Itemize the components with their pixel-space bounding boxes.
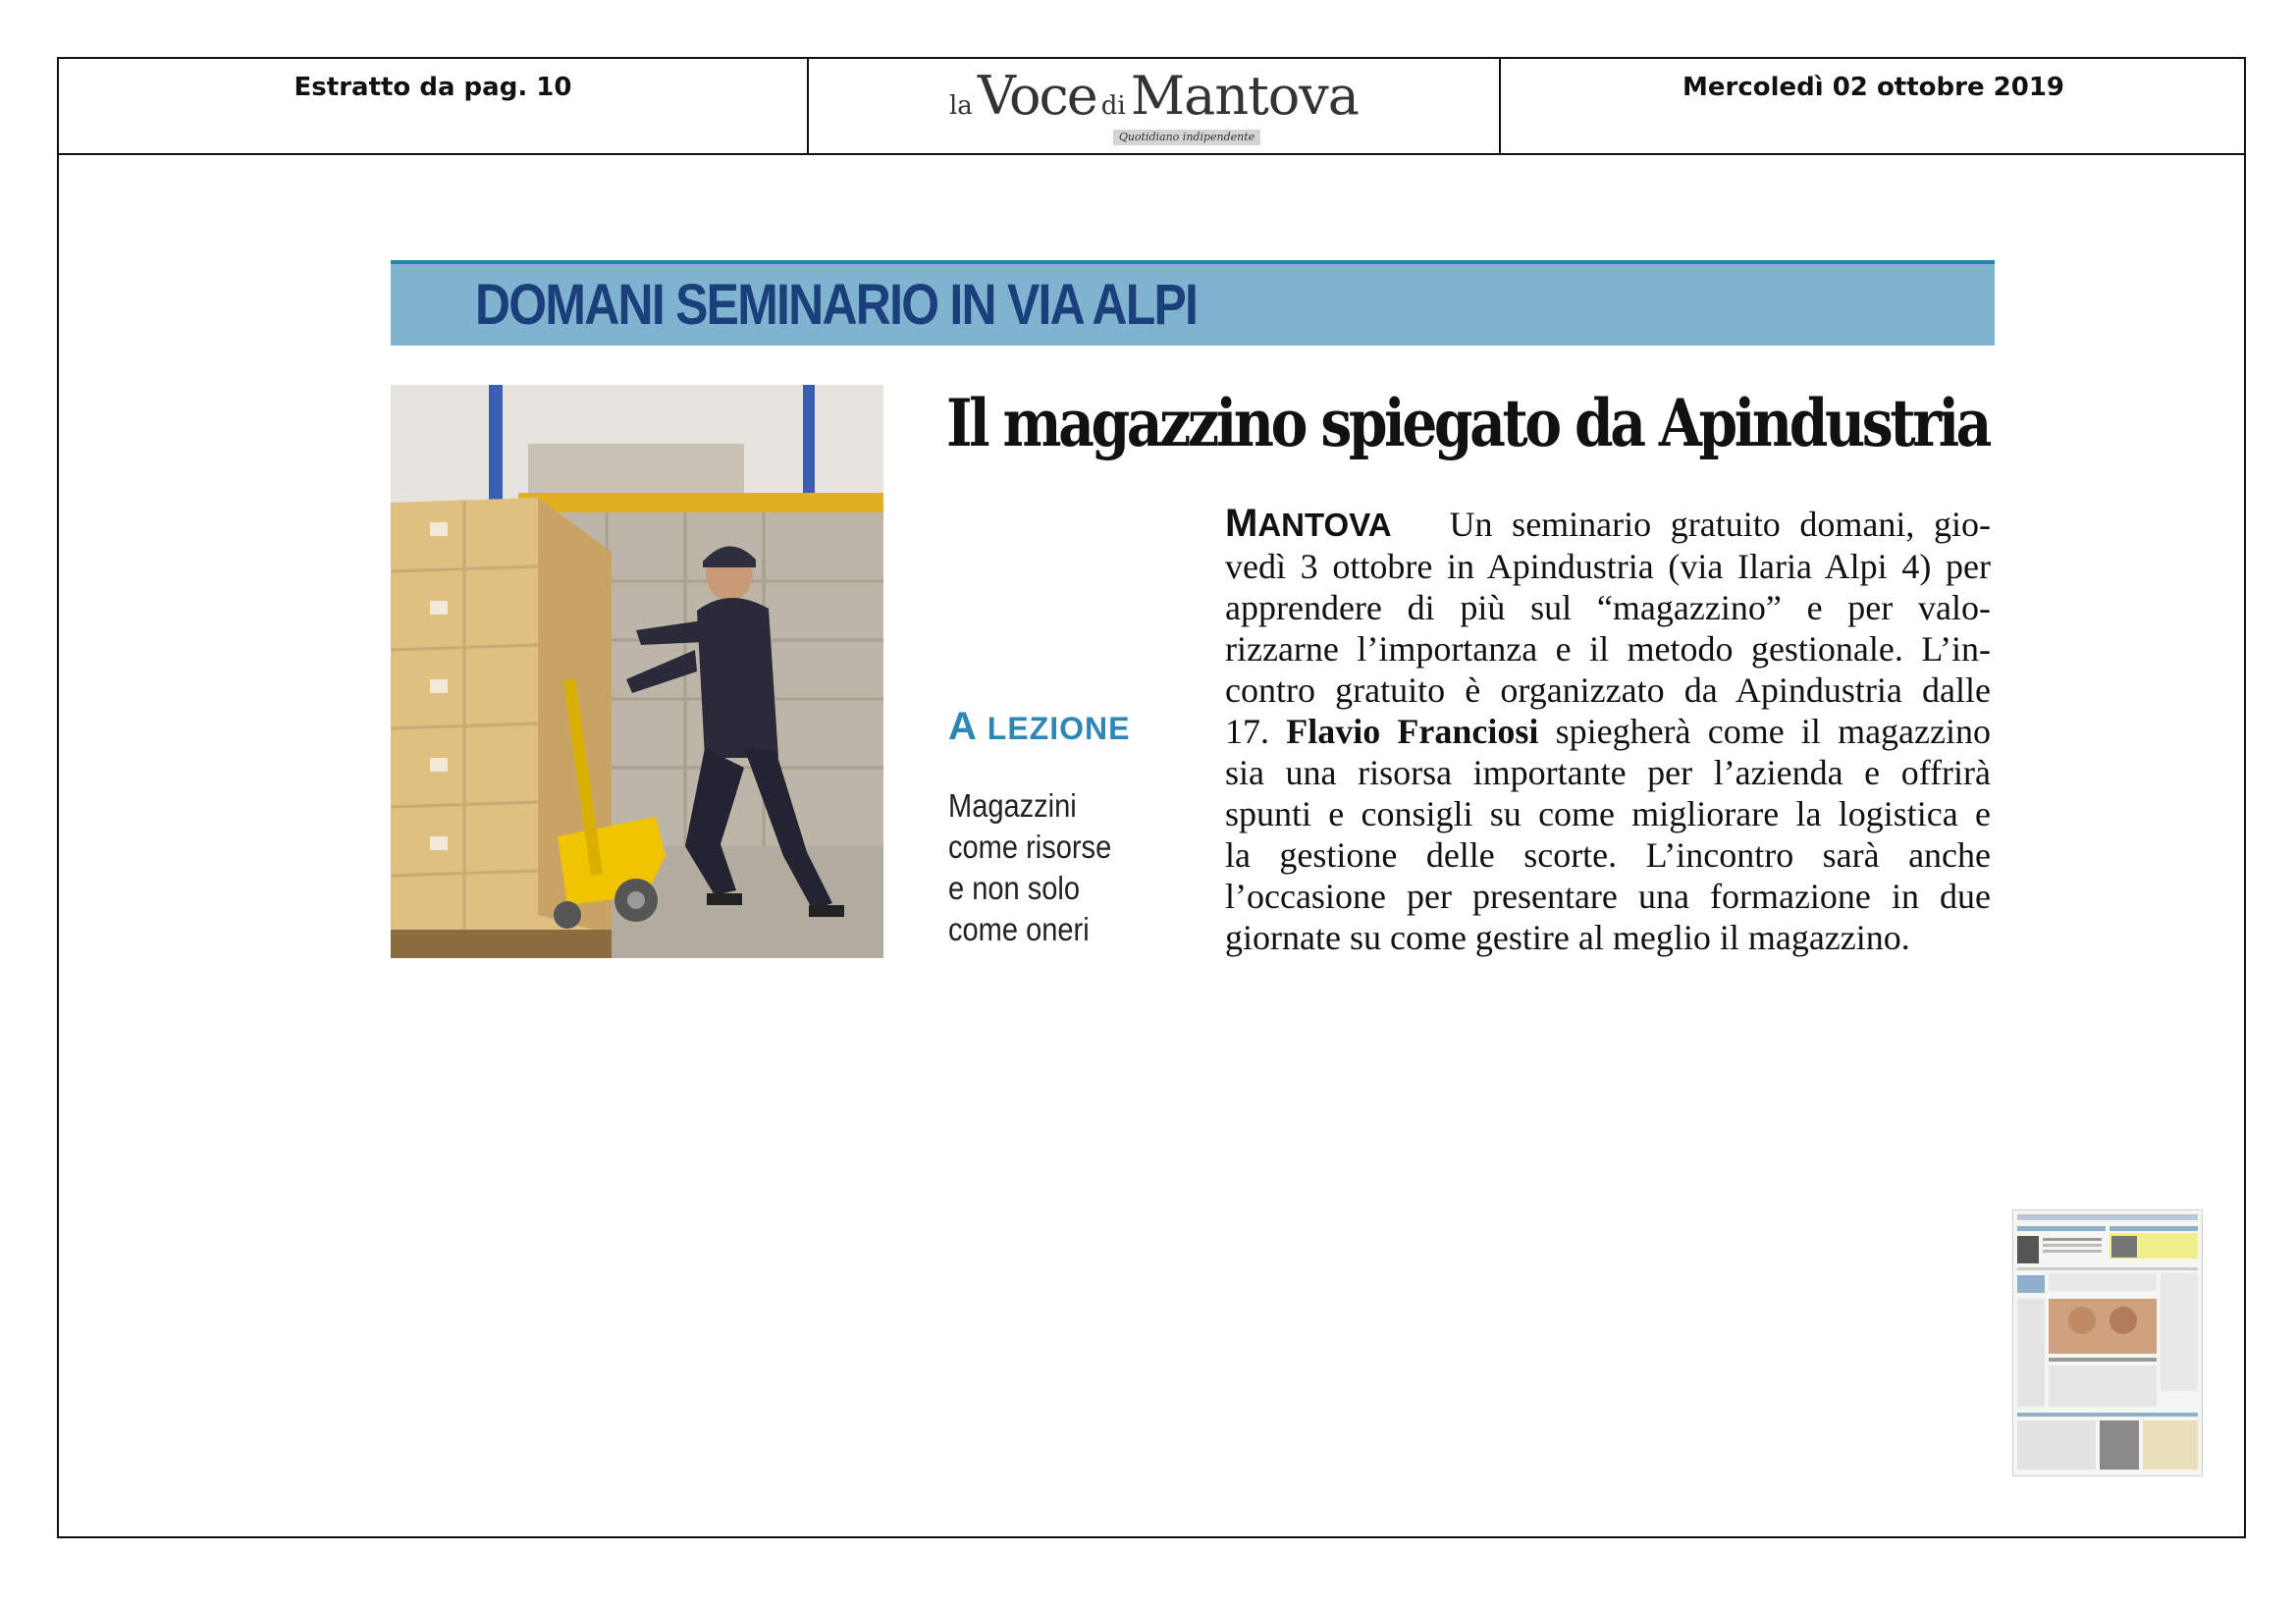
section-bar-title: DOMANI SEMINARIO IN VIA ALPI	[475, 273, 1198, 337]
page-header	[59, 59, 2244, 155]
header-left-cell	[59, 59, 809, 153]
newspaper-logo: la Voce di Mantova	[948, 65, 1360, 127]
caption-line: come risorse	[948, 829, 1112, 865]
body-line: sia una risorsa importante per l’azienda e offrirà	[1225, 753, 1991, 792]
warehouse-worker-image	[391, 385, 883, 958]
warehouse-photo	[391, 385, 883, 958]
body-line: spunti e consigli su come migliorare la logistica e	[1225, 794, 1991, 833]
body-line: vedì 3 ottobre in Apindustria (via Ilaria Alpi 4) per	[1225, 547, 1991, 586]
body-line: la gestione delle scorte. L’incontro sarà anche	[1225, 835, 1991, 875]
body-line: contro gratuito è organizzato da Apindustria dalle	[1225, 670, 1991, 710]
caption-line: Magazzini	[948, 787, 1077, 824]
article-body	[1225, 503, 1991, 958]
body-line: l’occasione per presentare una formazione in due	[1225, 877, 1991, 916]
logo-tagline: Quotidiano indipendente	[1113, 130, 1260, 145]
body-line: giornate su come gestire al meglio il magazzino.	[1225, 918, 1910, 957]
body-line: rizzarne l’importanza e il metodo gestionale. L’in-	[1225, 629, 1991, 669]
body-line: MANTOVA Un seminario gratuito domani, gio-	[1225, 502, 1992, 545]
header-logo-cell	[809, 59, 1501, 153]
body-line: 17. Flavio Franciosi spiegherà come il magazzino	[1225, 712, 1991, 751]
dateline: MANTOVA	[1225, 502, 1392, 545]
article-headline: Il magazzino spiegato da Apindustria	[946, 385, 1990, 461]
extract-page-label: Estratto da pag. 10	[294, 73, 572, 102]
page-thumbnail	[2012, 1209, 2203, 1476]
header-right-cell	[1501, 59, 2246, 153]
caption-line: e non solo	[948, 870, 1081, 906]
page-thumbnail-image	[2013, 1210, 2202, 1475]
publication-date: Mercoledì 02 ottobre 2019	[1682, 73, 2065, 102]
body-line: apprendere di più sul “magazzino” e per valo-	[1225, 588, 1991, 627]
caption-line: come oneri	[948, 911, 1090, 947]
section-bar	[391, 260, 1995, 346]
photo-kicker: A LEZIONE	[948, 705, 1131, 748]
photo-caption	[948, 785, 1121, 950]
speaker-name: Flavio Franciosi	[1286, 712, 1539, 751]
